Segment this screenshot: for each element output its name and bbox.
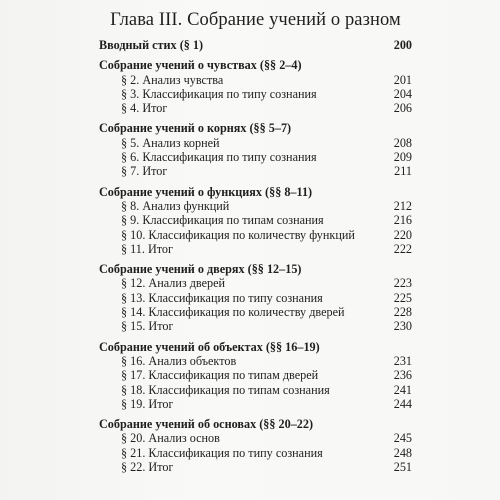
toc-entry — [99, 164, 412, 178]
toc-entry — [99, 319, 412, 333]
toc-page-number: 206 — [393, 101, 412, 116]
toc-entry-label: § 3. Классификация по типу сознания — [121, 86, 317, 101]
toc-entry-label: § 19. Итог — [121, 396, 174, 411]
toc-page-number: 200 — [393, 38, 412, 52]
toc-intro-entry — [99, 38, 412, 52]
toc-page-number: 223 — [393, 276, 412, 291]
section-title: Собрание учений о корнях (§§ 5–7) — [99, 121, 292, 136]
toc-entry — [99, 228, 412, 242]
table-of-contents — [99, 8, 412, 474]
toc-page-number: 216 — [393, 213, 412, 228]
toc-entry-label: § 10. Классификация по количеству функций — [121, 227, 355, 242]
toc-entry — [99, 276, 412, 290]
toc-page-number: 241 — [393, 382, 412, 397]
toc-page-number: 208 — [393, 135, 412, 150]
toc-section-heading — [99, 58, 412, 72]
toc-entry — [99, 101, 412, 115]
toc-page-number: 201 — [393, 72, 412, 87]
toc-entry-label: § 8. Анализ функций — [121, 198, 230, 213]
toc-page-number: 225 — [393, 290, 412, 305]
toc-entry-label: § 7. Итог — [121, 164, 168, 179]
toc-entry-label: § 22. Итог — [121, 460, 174, 475]
toc-entry — [99, 242, 412, 256]
section-title: Собрание учений о функциях (§§ 8–11) — [99, 184, 313, 199]
toc-entry-label: § 17. Классификация по типам дверей — [121, 368, 319, 383]
toc-entry-label: § 5. Анализ корней — [121, 135, 220, 150]
toc-page-number: 204 — [393, 86, 412, 101]
toc-section-heading — [99, 185, 412, 199]
toc-entry — [99, 446, 412, 460]
toc-page-number: 209 — [393, 150, 412, 165]
toc-page-number: 212 — [393, 198, 412, 213]
toc-entry-label: § 13. Классификация по типу сознания — [121, 290, 323, 305]
toc-page-number: 236 — [393, 368, 412, 383]
toc-entry — [99, 291, 412, 305]
section-title: Собрание учений о чувствах (§§ 2–4) — [99, 58, 302, 73]
toc-page-number: 244 — [393, 396, 412, 411]
toc-entry — [99, 460, 412, 474]
toc-entry — [99, 354, 412, 368]
toc-entry — [99, 150, 412, 164]
toc-entry — [99, 199, 412, 213]
toc-section-heading — [99, 417, 412, 431]
toc-page-number: 228 — [393, 305, 412, 320]
toc-entry — [99, 213, 412, 227]
section-title: Собрание учений об объектах (§§ 16–19) — [99, 339, 320, 354]
toc-entry-label: § 11. Итог — [121, 241, 174, 256]
toc-section-heading — [99, 262, 412, 276]
section-title: Собрание учений об основах (§§ 20–22) — [99, 417, 314, 432]
toc-entry-label: Вводный стих (§ 1) — [99, 38, 204, 52]
toc-page-number: 245 — [393, 431, 412, 446]
toc-entry-label: § 21. Классификация по типу сознания — [121, 445, 323, 460]
toc-entry — [99, 305, 412, 319]
toc-entry — [99, 431, 412, 445]
chapter-title: Глава III. Собрание учений о разном — [110, 10, 401, 30]
toc-page-number: 220 — [393, 227, 412, 242]
toc-entry — [99, 136, 412, 150]
toc-entry-label: § 16. Анализ объектов — [121, 353, 237, 368]
toc-section-heading — [99, 340, 412, 354]
section-title: Собрание учений о дверях (§§ 12–15) — [99, 262, 302, 277]
toc-page-number: 231 — [393, 353, 412, 368]
toc-entry-label: § 12. Анализ дверей — [121, 276, 226, 291]
toc-entry-label: § 9. Классификация по типам сознания — [121, 213, 324, 228]
toc-page-number: 248 — [393, 445, 412, 460]
toc-section-heading — [99, 121, 412, 135]
toc-entry — [99, 87, 412, 101]
toc-entry — [99, 73, 412, 87]
toc-entry-label: § 20. Анализ основ — [121, 431, 220, 446]
toc-entry-label: § 18. Классификация по типам сознания — [121, 382, 330, 397]
toc-entry-label: § 2. Анализ чувства — [121, 72, 224, 87]
toc-page-number: 211 — [394, 164, 412, 179]
toc-entry-label: § 15. Итог — [121, 319, 174, 334]
toc-page-number: 230 — [393, 319, 412, 334]
toc-page-number: 251 — [393, 460, 412, 475]
toc-page-number: 222 — [393, 241, 412, 256]
toc-entry-label: § 4. Итог — [121, 101, 168, 116]
toc-entry-label: § 14. Классификация по количеству дверей — [121, 305, 345, 320]
toc-entry-label: § 6. Классификация по типу сознания — [121, 150, 317, 165]
toc-entry — [99, 368, 412, 382]
toc-entry — [99, 397, 412, 411]
toc-entry — [99, 383, 412, 397]
